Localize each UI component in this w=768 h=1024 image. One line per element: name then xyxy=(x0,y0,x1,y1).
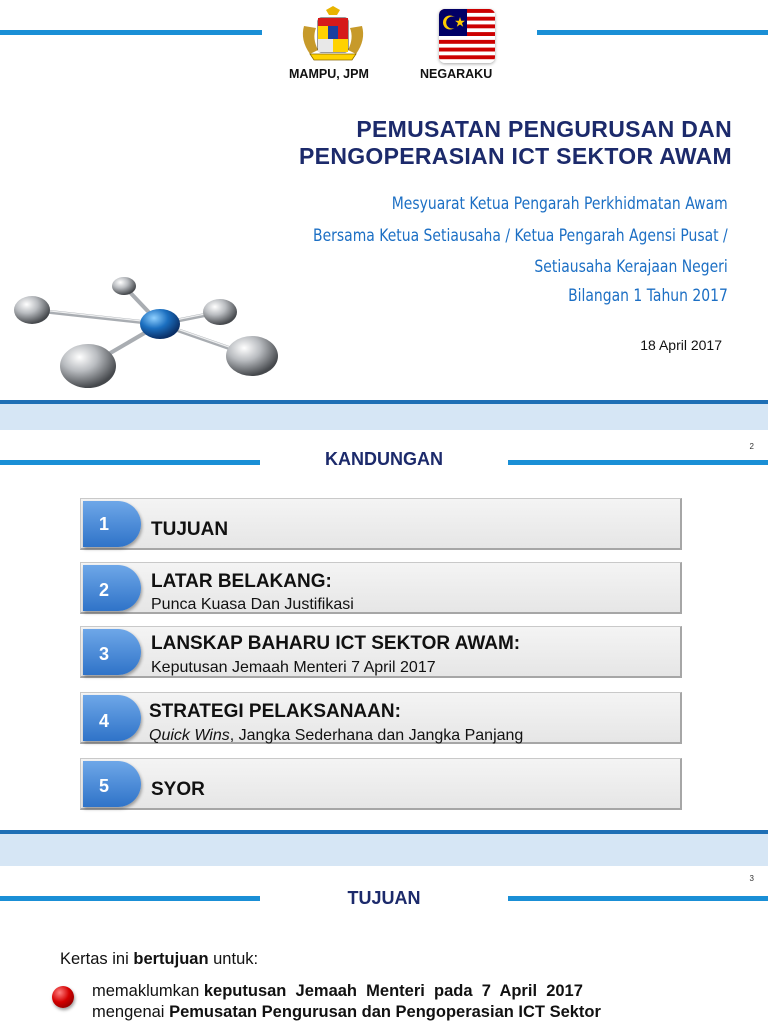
contents-heading: KANDUNGAN xyxy=(325,449,443,469)
intro-bold: bertujuan xyxy=(133,950,209,968)
item-title: LATAR BELAKANG: xyxy=(151,571,332,592)
red-bullet-icon xyxy=(52,986,74,1008)
item-title: LANSKAP BAHARU ICT SEKTOR AWAM: xyxy=(151,633,521,654)
bullet-1-line-2 xyxy=(92,1003,601,1022)
contents-item-5 xyxy=(80,758,682,810)
bullet-1-bold: keputusan Jemaah Menteri pada 7 April 2017 xyxy=(203,982,583,1000)
malaysia-flag-icon xyxy=(439,9,495,63)
item-title: STRATEGI PELAKSANAAN: xyxy=(149,701,401,722)
subtitle-line-2: Bersama Ketua Setiausaha / Ketua Pengarah Agensi Pusat / xyxy=(313,226,728,246)
mampu-label: MAMPU, JPM xyxy=(289,67,369,81)
contents-item-2 xyxy=(80,562,682,614)
title-line-1: PEMUSATAN PENGURUSAN DAN xyxy=(356,116,732,142)
intro-prefix: Kertas ini xyxy=(60,950,134,968)
item-number: 4 xyxy=(83,695,141,741)
bullet-1-line-2-prefix: mengenai xyxy=(92,1003,170,1021)
header-rule-right xyxy=(537,30,768,35)
contents-item-4 xyxy=(80,692,682,744)
item-number: 3 xyxy=(83,629,141,675)
bullet-1-line-2-bold: Pemusatan Pengurusan dan Pengoperasian ICT Sektor xyxy=(169,1003,601,1021)
item-subtitle xyxy=(149,727,523,745)
item-subtitle-italic: Quick Wins xyxy=(149,727,230,744)
slide-separator xyxy=(0,830,768,866)
page-number: 2 xyxy=(749,442,754,451)
bullet-1-line-1 xyxy=(92,982,583,1001)
purpose-heading: TUJUAN xyxy=(347,888,421,908)
subtitle-line-1: Mesyuarat Ketua Pengarah Perkhidmatan Awam xyxy=(392,194,728,214)
intro-text xyxy=(60,950,258,969)
item-title: TUJUAN xyxy=(151,519,229,540)
contents-item-1 xyxy=(80,498,682,550)
item-subtitle-rest: , Jangka Sederhana dan Jangka Panjang xyxy=(229,727,524,744)
title-slide xyxy=(0,0,768,400)
page-number: 3 xyxy=(749,874,754,883)
item-number: 2 xyxy=(83,565,141,611)
item-number: 1 xyxy=(83,501,141,547)
contents-item-3 xyxy=(80,626,682,678)
item-number: 5 xyxy=(83,761,141,807)
presentation-date: 18 April 2017 xyxy=(640,337,722,353)
network-hub-icon xyxy=(8,270,288,398)
slide-separator xyxy=(0,400,768,430)
item-title: SYOR xyxy=(151,779,205,800)
purpose-slide xyxy=(0,866,768,1024)
negaraku-label: NEGARAKU xyxy=(420,67,493,81)
header-rule-left xyxy=(0,30,262,35)
item-subtitle: Keputusan Jemaah Menteri 7 April 2017 xyxy=(151,659,436,676)
item-subtitle: Punca Kuasa Dan Justifikasi xyxy=(151,596,354,613)
intro-suffix: untuk: xyxy=(208,950,259,968)
contents-slide xyxy=(0,430,768,830)
bullet-1-prefix: memaklumkan xyxy=(92,982,204,1000)
coat-of-arms-icon xyxy=(296,6,370,62)
subtitle-line-3: Setiausaha Kerajaan Negeri xyxy=(534,257,728,277)
contents-list xyxy=(80,498,682,812)
title-line-2: PENGOPERASIAN ICT SEKTOR AWAM xyxy=(299,143,732,169)
subtitle-line-4: Bilangan 1 Tahun 2017 xyxy=(568,286,728,306)
